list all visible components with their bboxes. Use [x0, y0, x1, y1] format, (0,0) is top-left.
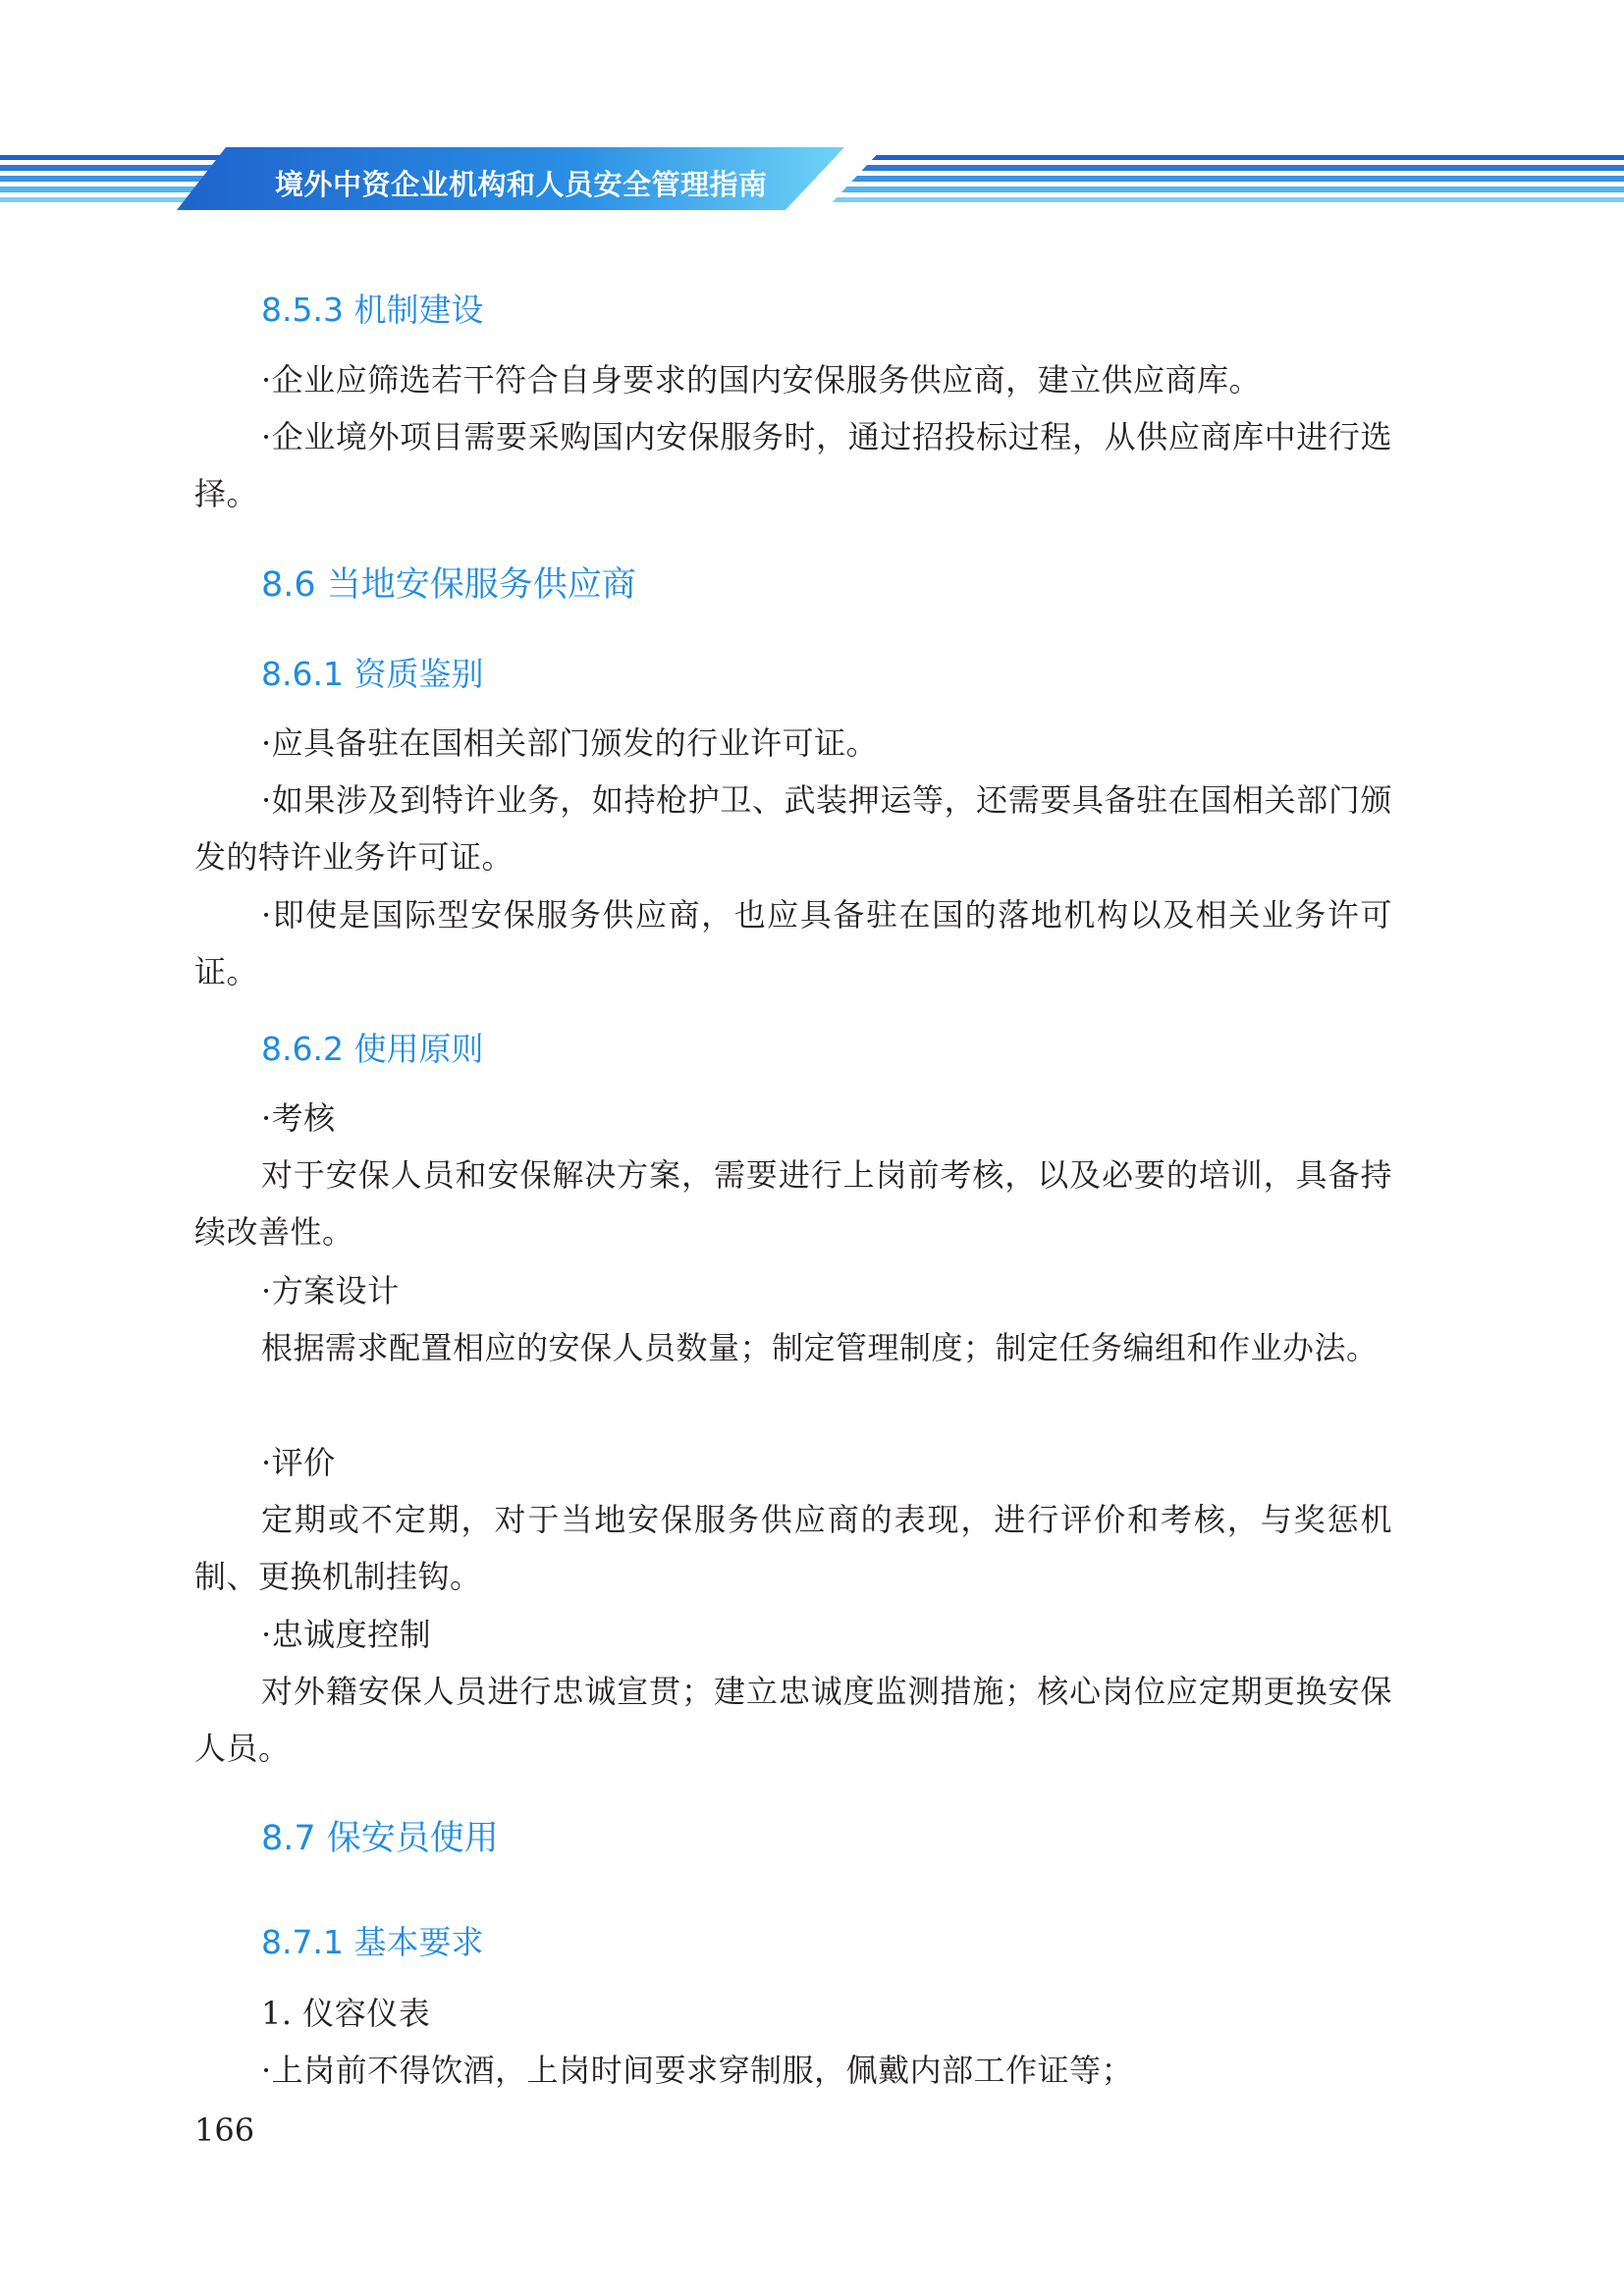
paragraph: ·企业应筛选若干符合自身要求的国内安保服务供应商，建立供应商库。 [261, 361, 1262, 399]
bullet-label: ·考核 [261, 1099, 336, 1137]
running-header-title: 境外中资企业机构和人员安全管理指南 [275, 168, 768, 201]
bullet-label: ·评价 [261, 1444, 336, 1481]
paragraph: ·上岗前不得饮酒，上岗时间要求穿制服，佩戴内部工作证等； [261, 2052, 1134, 2089]
header-band [0, 147, 1624, 210]
paragraph: 对于安保人员和安保解决方案，需要进行上岗前考核，以及必要的培训，具备持续改善性。 [194, 1156, 1392, 1251]
paragraph: ·应具备驻在国相关部门颁发的行业许可证。 [261, 724, 879, 762]
paragraph: 定期或不定期，对于当地安保服务供应商的表现，进行评价和考核，与奖惩机制、更换机制挂钩。 [194, 1501, 1392, 1595]
section-heading-8-6-1: 8.6.1 资质鉴别 [261, 655, 484, 693]
paragraph: ·如果涉及到特许业务，如持枪护卫、武装押运等，还需要具备驻在国相关部门颁发的特许业务许可证。 [194, 781, 1392, 876]
paragraph: 对外籍安保人员进行忠诚宣贯；建立忠诚度监测措施；核心岗位应定期更换安保人员。 [194, 1673, 1392, 1767]
section-heading-8-7: 8.7 保安员使用 [261, 1819, 499, 1858]
section-heading-8-6-2: 8.6.2 使用原则 [261, 1030, 484, 1068]
bullet-label: ·方案设计 [261, 1272, 400, 1309]
section-heading-8-6: 8.6 当地安保服务供应商 [261, 565, 636, 605]
section-heading-8-5-3: 8.5.3 机制建设 [261, 291, 484, 329]
paragraph: ·企业境外项目需要采购国内安保服务时，通过招投标过程，从供应商库中进行选择。 [194, 418, 1392, 512]
paragraph: ·即使是国际型安保服务供应商，也应具备驻在国的落地机构以及相关业务许可证。 [194, 896, 1392, 990]
paragraph: 根据需求配置相应的安保人员数量；制定管理制度；制定任务编组和作业办法。 [261, 1329, 1379, 1366]
section-heading-8-7-1: 8.7.1 基本要求 [261, 1923, 484, 1961]
bullet-label: ·忠诚度控制 [261, 1616, 432, 1653]
page-number: 166 [194, 2111, 255, 2149]
list-item-label: 1. 仪容仪表 [261, 1995, 431, 2032]
